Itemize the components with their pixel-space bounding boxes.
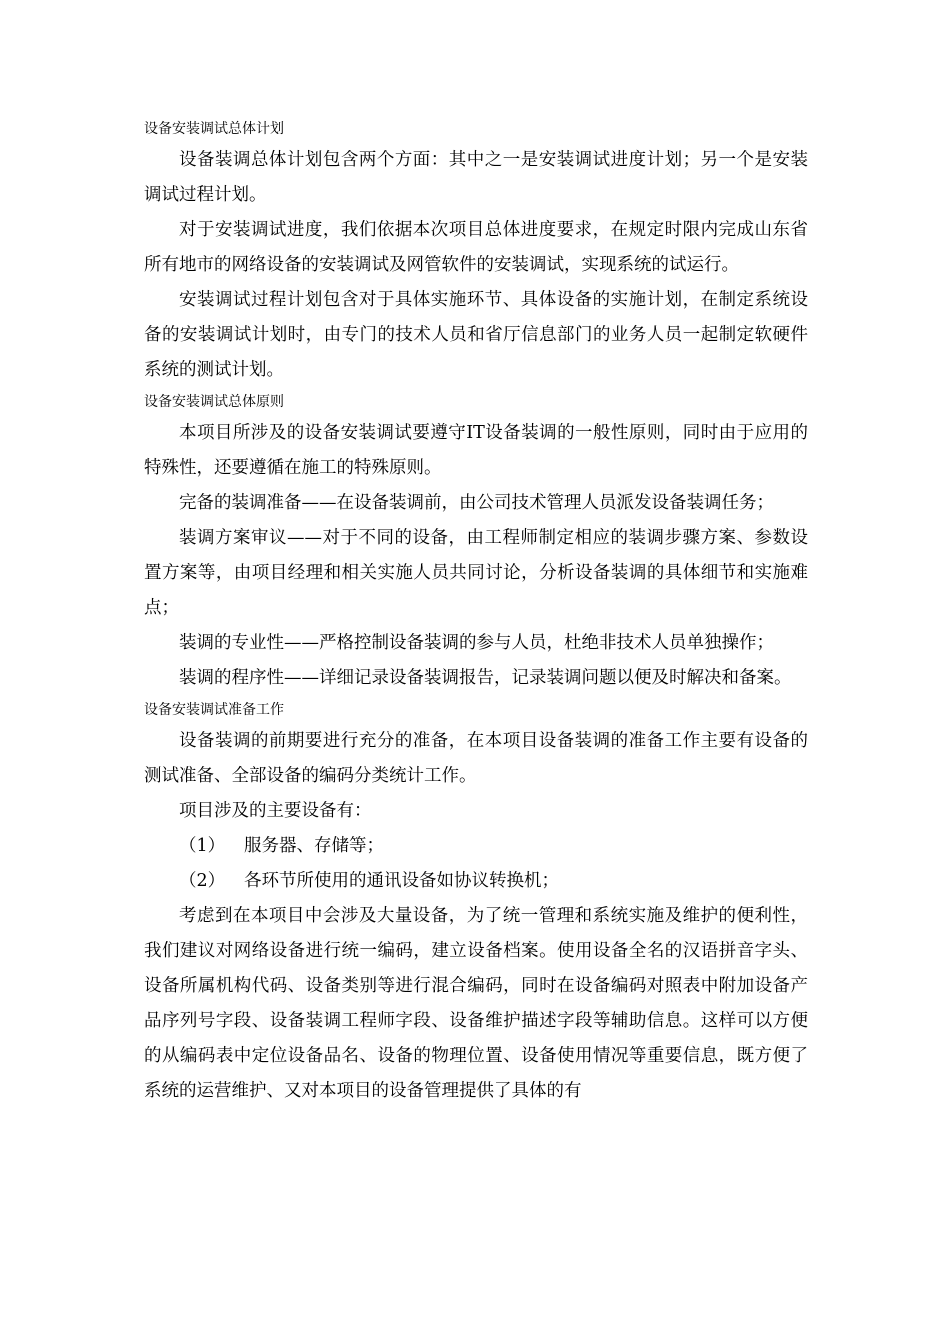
paragraph: 考虑到在本项目中会涉及大量设备，为了统一管理和系统实施及维护的便利性，我们建议对网络设备进行统一编码，建立设备档案。使用设备全名的汉语拼音字头、设备所属机构代码、设备类别等进行混合编码，同时在设备编码对照表中附加设备产品序列号字段、设备装调工程师字段、设备维护描述字段等辅助信息。这样可以方便的从编码表中定位设备品名、设备的物理位置、设备使用情况等重要信息，既方便了系统的运营维护、又对本项目的设备管理提供了具体的有: [144, 906, 808, 1101]
section-heading: 设备安装调试总体原则: [144, 394, 284, 410]
list-item-text: 各环节所使用的通讯设备如协议转换机；: [244, 871, 559, 891]
list-item-text: 服务器、存储等；: [244, 836, 384, 856]
list-item-number: （2）: [179, 871, 226, 891]
paragraph: 设备装调的前期要进行充分的准备，在本项目设备装调的准备工作主要有设备的测试准备、全部设备的编码分类统计工作。: [144, 731, 808, 786]
list-item-number: （1）: [179, 836, 226, 856]
paragraph: 完备的装调准备——在设备装调前，由公司技术管理人员派发设备装调任务；: [179, 493, 774, 513]
section-heading: 设备安装调试总体计划: [144, 121, 284, 137]
paragraph: 本项目所涉及的设备安装调试要遵守IT设备装调的一般性原则，同时由于应用的特殊性，还要遵循在施工的特殊原则。: [144, 423, 808, 478]
list-item: [144, 829, 808, 864]
paragraph: 设备装调总体计划包含两个方面：其中之一是安装调试进度计划；另一个是安装调试过程计划。: [144, 150, 808, 205]
list-item: [144, 864, 808, 899]
paragraph: 装调的程序性——详细记录设备装调报告，记录装调问题以便及时解决和备案。: [179, 668, 792, 688]
paragraph: 装调方案审议——对于不同的设备，由工程师制定相应的装调步骤方案、参数设置方案等，由项目经理和相关实施人员共同讨论，分析设备装调的具体细节和实施难点；: [144, 528, 808, 618]
paragraph: 项目涉及的主要设备有：: [179, 801, 372, 821]
paragraph: 安装调试过程计划包含对于具体实施环节、具体设备的实施计划，在制定系统设备的安装调试计划时，由专门的技术人员和省厅信息部门的业务人员一起制定软硬件系统的测试计划。: [144, 290, 808, 380]
section-heading: 设备安装调试准备工作: [144, 702, 284, 718]
document-page: [144, 115, 808, 1109]
paragraph: 装调的专业性——严格控制设备装调的参与人员，杜绝非技术人员单独操作；: [179, 633, 774, 653]
paragraph: 对于安装调试进度，我们依据本次项目总体进度要求，在规定时限内完成山东省所有地市的网络设备的安装调试及网管软件的安装调试，实现系统的试运行。: [144, 220, 808, 275]
